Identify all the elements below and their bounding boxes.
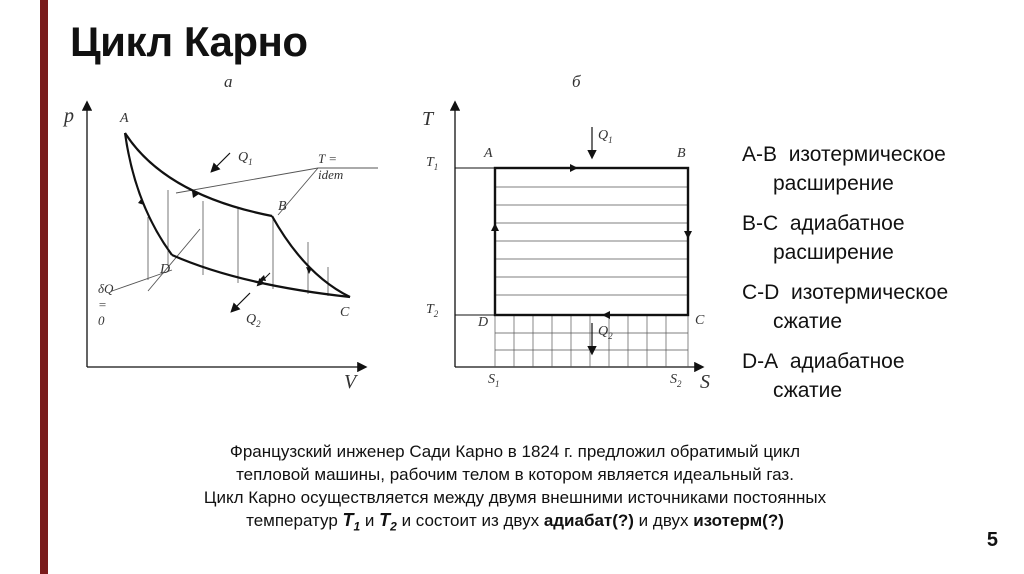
stage-line2: расширение (773, 241, 894, 264)
page-number: 5 (986, 529, 998, 551)
ts-arrow-ab (570, 164, 578, 172)
pv-curve-ab (125, 133, 272, 216)
ts-diagram (420, 95, 720, 395)
ts-point-b: B (677, 146, 686, 161)
pv-isotherm-note: T = idem (318, 151, 344, 182)
ts-s1-label: $S_1$ (488, 372, 500, 389)
caption-t1: $T_1$ (342, 510, 361, 534)
q2-arrow (232, 293, 250, 311)
isotherm-guide-1 (176, 168, 318, 193)
ts-point-c: C (695, 313, 705, 328)
pv-hatching (148, 190, 328, 296)
pv-q1-label: $Q_1$ (238, 150, 253, 167)
ts-q2-label: $Q_2$ (598, 324, 613, 341)
pv-curve-bc (272, 216, 350, 297)
caption-line-4: температур $T_1$ и $T_2$ и состоит из двух адиабат(?) и двух изотерм(?) (246, 510, 784, 534)
caption-isoterm: изотерм(?) (693, 511, 784, 530)
ts-axis-s-label: S (700, 371, 710, 393)
stage-code: C-D (742, 281, 780, 304)
pv-axis-v-label: V (344, 371, 357, 393)
stage-da (742, 347, 1022, 405)
pv-q2-label: $Q_2$ (246, 312, 261, 329)
ts-arrow-cd (602, 311, 610, 319)
ts-q1-label: $Q_1$ (598, 128, 613, 145)
pv-point-d: D (160, 262, 171, 277)
slide-title: Цикл Карно (70, 18, 308, 65)
ts-t2-label: $T_2$ (426, 302, 439, 319)
stage-line1: адиабатное (789, 212, 905, 235)
caption-line-1: Французский инженер Сади Карно в 1824 г. предложил обратимый цикл (229, 442, 801, 461)
stage-line2: расширение (773, 172, 894, 195)
ts-axis-t-label: T (422, 108, 434, 130)
ts-arrow-da (491, 223, 499, 231)
stage-line1: адиабатное (789, 350, 905, 373)
pv-point-a: A (120, 111, 129, 126)
caption-line-2: тепловой машины, рабочим телом в котором является идеальный газ. (236, 465, 794, 484)
figure-a-label: а (224, 72, 233, 91)
ts-point-a: A (484, 146, 493, 161)
pv-curve-da (125, 133, 172, 255)
caption (90, 440, 940, 539)
pv-point-b: B (278, 199, 287, 214)
pv-curve-cd (172, 255, 350, 297)
q1-arrow (212, 153, 230, 171)
pv-axis-p-label: p (64, 105, 74, 127)
stage-code: B-C (742, 212, 779, 235)
accent-bar (40, 0, 48, 574)
ts-s2-label: $S_2$ (670, 372, 682, 389)
stage-cd (742, 278, 1022, 336)
caption-line-3: Цикл Карно осуществляется между двумя внешними источниками постоянных (203, 488, 827, 507)
pv-arrow-bc (306, 267, 312, 274)
stage-bc (742, 209, 1022, 267)
ts-cycle-rect (495, 168, 688, 315)
pv-point-c: C (340, 305, 350, 320)
ts-arrow-bc (684, 231, 692, 239)
stage-code: D-A (742, 350, 779, 373)
pv-diagram (60, 95, 390, 395)
ts-point-d: D (478, 315, 489, 330)
ts-t1-label: $T_1$ (426, 155, 439, 172)
caption-adiabat: адиабат(?) (543, 511, 634, 530)
stages-list (742, 140, 1022, 416)
caption-t2: $T_2$ (379, 510, 397, 534)
stage-line1: изотермическое (791, 281, 949, 304)
pv-adiabat-note: δQ = 0 (98, 281, 114, 328)
stage-ab (742, 140, 1022, 198)
figure-b-label: б (572, 72, 581, 91)
stage-code: A-B (742, 143, 778, 166)
stage-line1: изотермическое (788, 143, 946, 166)
ts-hatching (495, 187, 688, 295)
stage-line2: сжатие (773, 310, 843, 333)
stage-line2: сжатие (773, 379, 843, 402)
adiabat-guide-2 (148, 229, 200, 291)
